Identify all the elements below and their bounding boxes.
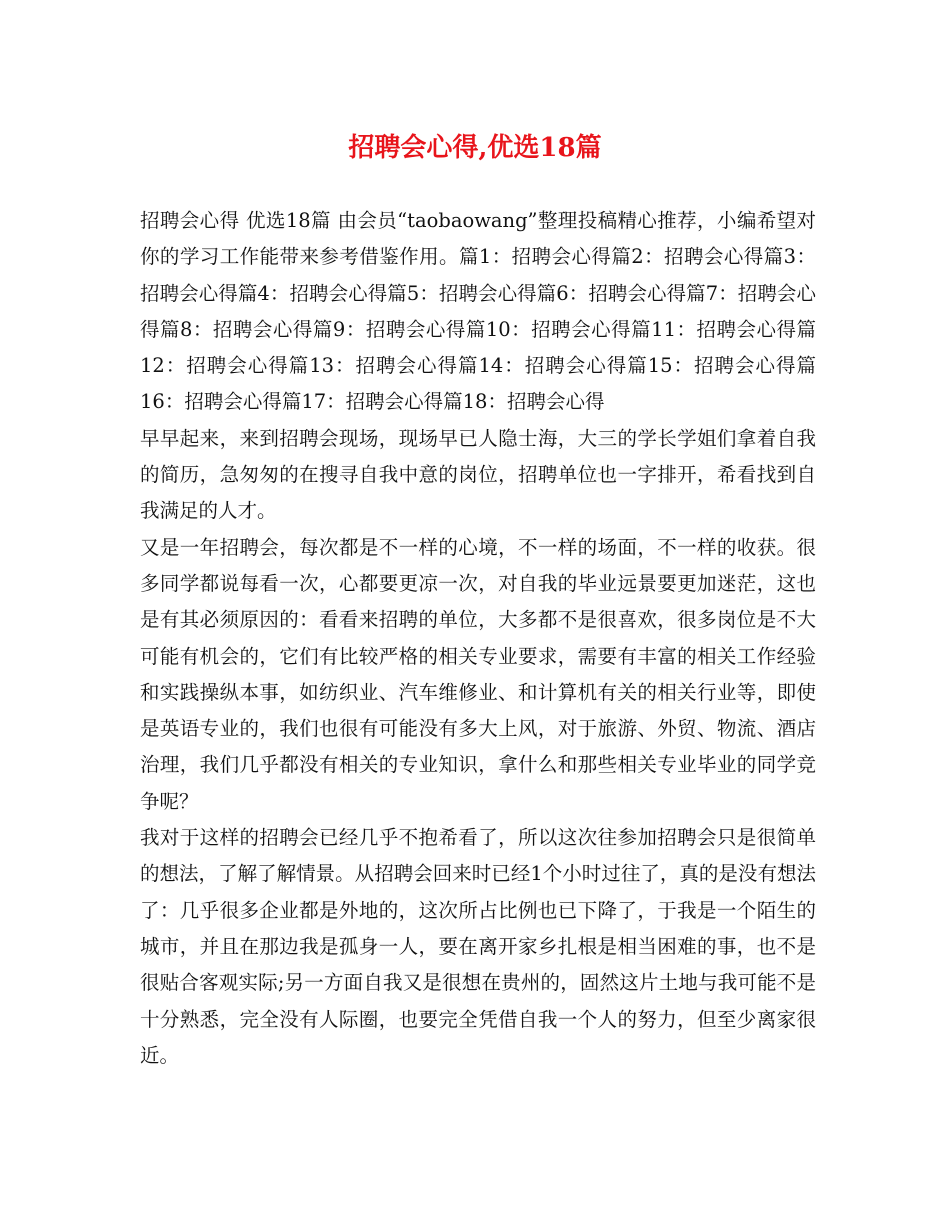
document-title: 招聘会心得,优选18篇 xyxy=(348,133,602,163)
paragraph-2: 又是一年招聘会，每次都是不一样的心境，不一样的场面，不一样的收获。很多同学都说每看一次，心都要更凉一次，对自我的毕业远景要更加迷茫，这也是有其必须原因的：看看来招聘的单位，大多都不是很喜欢，很多岗位是不大可能有机会的，它们有比较严格的相关专业要求，需要有丰富的相关工作经验和实践操纵本事，如纺织业、汽车维修业、和计算机有关的相关行业等，即使是英语专业的，我们也很有可能没有多大上风，对于旅游、外贸、物流、酒店治理，我们几乎都没有相关的专业知识，拿什么和那些相关专业毕业的同学竞争呢？ xyxy=(140,535,816,813)
paragraph-3: 我对于这样的招聘会已经几乎不抱希看了，所以这次往参加招聘会只是很简单的想法，了解了解情景。从招聘会回来时已经1个小时过往了，真的是没有想法了：几乎很多企业都是外地的，这次所占比例也已下降了，于我是一个陌生的城市，并且在那边我是孤身一人，要在离开家乡扎根是相当困难的事，也不是很贴合客观实际;另一方面自我又是很想在贵州的，固然这片土地与我可能不是十分熟悉，完全没有人际圈，也要完全凭借自我一个人的努力，但至少离家很近。 xyxy=(140,826,816,1067)
document-body xyxy=(140,203,816,1074)
paragraph-1: 早早起来，来到招聘会现场，现场早已人隐士海，大三的学长学姐们拿着自我的简历，急匆匆的在搜寻自我中意的岗位，招聘单位也一字排开，希看找到自我满足的人才。 xyxy=(140,426,816,523)
paragraph-intro: 招聘会心得 优选18篇 由会员“taobaowang”整理投稿精心推荐，小编希望对你的学习工作能带来参考借鉴作用。篇1：招聘会心得篇2：招聘会心得篇3：招聘会心得篇4：招聘会心得篇5：招聘会心得篇6：招聘会心得篇7：招聘会心得篇8：招聘会心得篇9：招聘会心得篇10：招聘会心得篇11：招聘会心得篇12：招聘会心得篇13：招聘会心得篇14：招聘会心得篇15：招聘会心得篇16：招聘会心得篇17：招聘会心得篇18：招聘会心得 xyxy=(140,209,816,414)
